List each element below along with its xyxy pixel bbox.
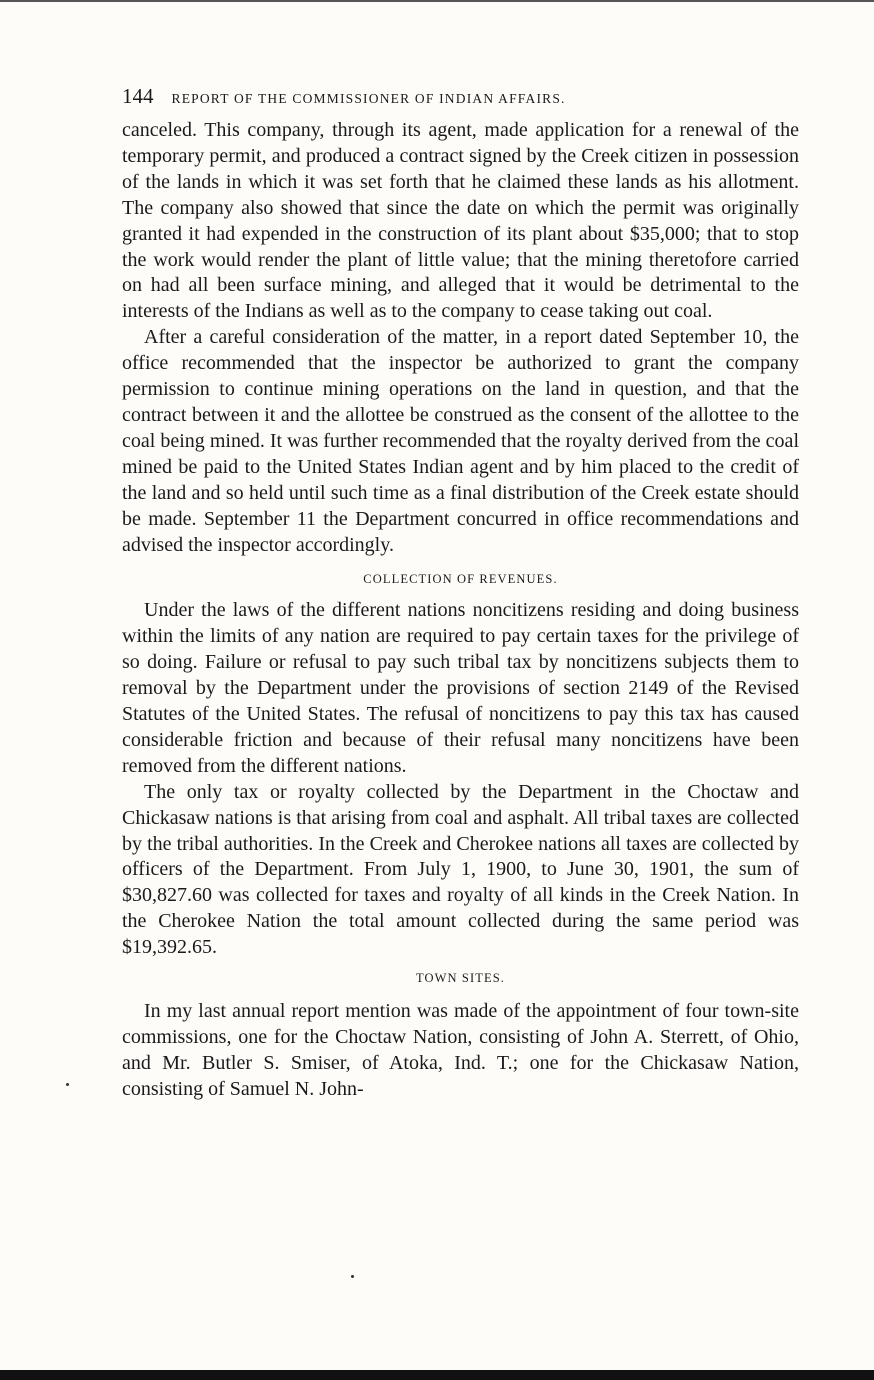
document-page [122,84,799,1103]
margin-speck [351,1275,354,1278]
paragraph-continued: canceled. This company, through its agent, made application for a renewal of the temporary permit, and produced a contract signed by the Creek citizen in possession of the lands in which it was set forth that he claimed these lands as his allotment. The company also showed that since the date on which the permit was originally granted it had expended in the construction of its plant about $35,000; that to stop the work would render the plant of little value; that the mining theretofore carried on had all been surface mining, and alleged that it would be detrimental to the interests of the Indians as well as to the company to cease taking out coal. [122,119,799,323]
margin-speck [66,1083,69,1086]
running-title: REPORT OF THE COMMISSIONER OF INDIAN AFFAIRS. [171,91,566,106]
section-heading-town-sites: TOWN SITES. [416,971,505,986]
top-edge-rule [0,0,874,2]
bottom-edge-border [0,1370,874,1380]
paragraph: After a careful consideration of the matter, in a report dated September 10, the office recommended that the inspector be authorized to grant the company permission to continue mining operations on the land in question, and that the contract between it and the allottee be construed as the consent of the allottee to the coal being mined. It was further recommended that the royalty derived from the coal mined be paid to the United States Indian agent and by him placed to the credit of the land and so held until such time as a final distribution of the Creek estate should be made. September 11 the Department concurred in office recommendations and advised the inspector accordingly. [122,326,799,556]
running-head [122,84,799,118]
section-heading-collection-of-revenues: COLLECTION OF REVENUES. [363,572,558,587]
paragraph: The only tax or royalty collected by the Department in the Choctaw and Chickasaw nations is that arising from coal and asphalt. All tribal taxes are collected by the tribal authorities. In the Creek and Cherokee nations all taxes are collected by officers of the Department. From July 1, 1900, to June 30, 1901, the sum of $30,827.60 was collected for taxes and royalty of all kinds in the Creek Nation. In the Cherokee Nation the total amount collected during the same period was $19,392.65. [122,780,799,959]
page-number: 144 [122,84,154,108]
paragraph: In my last annual report mention was made of the appointment of four town-site commissions, one for the Choctaw Nation, consisting of John A. Sterrett, of Ohio, and Mr. Butler S. Smiser, of Atoka, Ind. T.; one for the Chickasaw Nation, consisting of Samuel N. John- [122,1000,799,1100]
paragraph: Under the laws of the different nations noncitizens residing and doing business within the limits of any nation are required to pay certain taxes for the privilege of so doing. Failure or refusal to pay such tribal tax by noncitizens subjects them to removal by the Department under the provisions of section 2149 of the Revised Statutes of the United States. The refusal of noncitizens to pay this tax has caused considerable friction and because of their refusal many noncitizens have been removed from the different nations. [122,599,799,777]
